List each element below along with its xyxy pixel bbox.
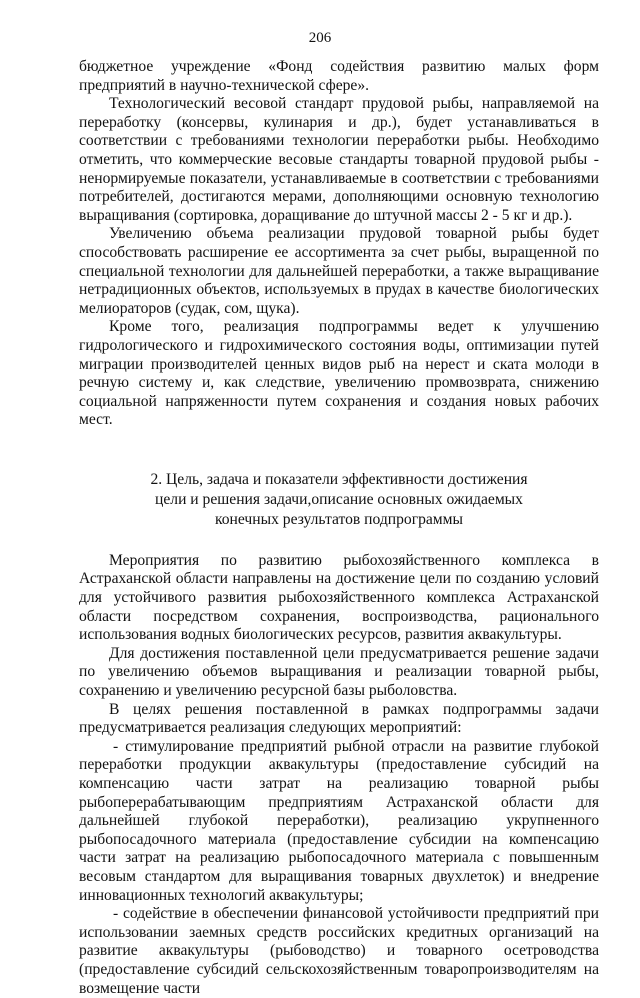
section-heading-line: цели и решения задачи,описание основных ожидаемых [155, 490, 523, 508]
section-heading-line: 2. Цель, задача и показатели эффективности достижения [150, 470, 528, 488]
section-heading [79, 470, 599, 530]
paragraph: бюджетное учреждение «Фонд содействия развитию малых форм предприятий в научно-технической сфере». [79, 58, 599, 94]
paragraph: Для достижения поставленной цели предусматривается решение задачи по увеличению объемов выращивания и реализации товарной рыбы, сохранению и увеличению ресурсной базы рыболовства. [79, 644, 599, 700]
paragraph: Увеличению объема реализации прудовой товарной рыбы будет способствовать расширение ее ассортимента за счет рыбы, выращенной по специальной технологии для дальнейшей переработки, а также выращивание нетрадиционных объектов, используемых в прудах в качестве биологических мелиораторов (судак, сом, щука). [79, 225, 599, 317]
paragraph: Кроме того, реализация подпрограммы ведет к улучшению гидрологического и гидрохимического состояния воды, оптимизации путей миграции производителей ценных видов рыб на нерест и ската молоди в речную систему и, как следствие, увеличению промвозврата, снижению социальной напряженности путем сохранения и создания новых рабочих мест. [79, 318, 599, 429]
paragraph: Мероприятия по развитию рыбохозяйственного комплекса в Астраханской области направлены на достижение цели по созданию условий для устойчивого развития рыбохозяйственного комплекса Астраханской области посредством сохранения, воспроизводства, рационального использования водных биологических ресурсов, развития аквакультуры. [79, 551, 599, 644]
section-heading-line: конечных результатов подпрограммы [214, 510, 464, 528]
document-body [79, 58, 599, 998]
paragraph: В целях решения поставленной в рамках подпрограммы задачи предусматривается реализация следующих мероприятий: [79, 700, 599, 737]
list-item: - содействие в обеспечении финансовой устойчивости предприятий при использовании заемных средств российских кредитных организаций на развитие аквакультуры (рыбоводство) и товарного осетроводства (предоставление субсидий сельскохозяйственным товаропроизводителям на возмещение части [79, 905, 599, 997]
paragraph: Технологический весовой стандарт прудовой рыбы, направляемой на переработку (консервы, кулинария и др.), будет устанавливаться в соответствии с требованиями технологии переработки рыбы. Необходимо отметить, что коммерческие весовые стандарты товарной прудовой рыбы - ненормируемые показатели, устанавливаемые в соответствии с требованиями потребителей, достигаются мерами, дополняющими основную технологию выращивания (сортировка, доращивание до штучной массы 2 - 5 кг и др.). [79, 95, 599, 224]
list-item: - стимулирование предприятий рыбной отрасли на развитие глубокой переработки продукции аквакультуры (предоставление субсидий на компенсацию части затрат на реализацию товарной рыбы рыбоперерабатывающим предприятиям Астраханской области для дальнейшей глубокой переработки), реализацию укрупненного рыбопосадочного материала (предоставление субсидии на компенсацию части затрат на реализацию рыбопосадочного материала с повышенным весовым стандартом для выращивания товарных двухлеток) и внедрение инновационных технологий аквакультуры; [79, 737, 599, 904]
page-number: 206 [308, 30, 332, 46]
